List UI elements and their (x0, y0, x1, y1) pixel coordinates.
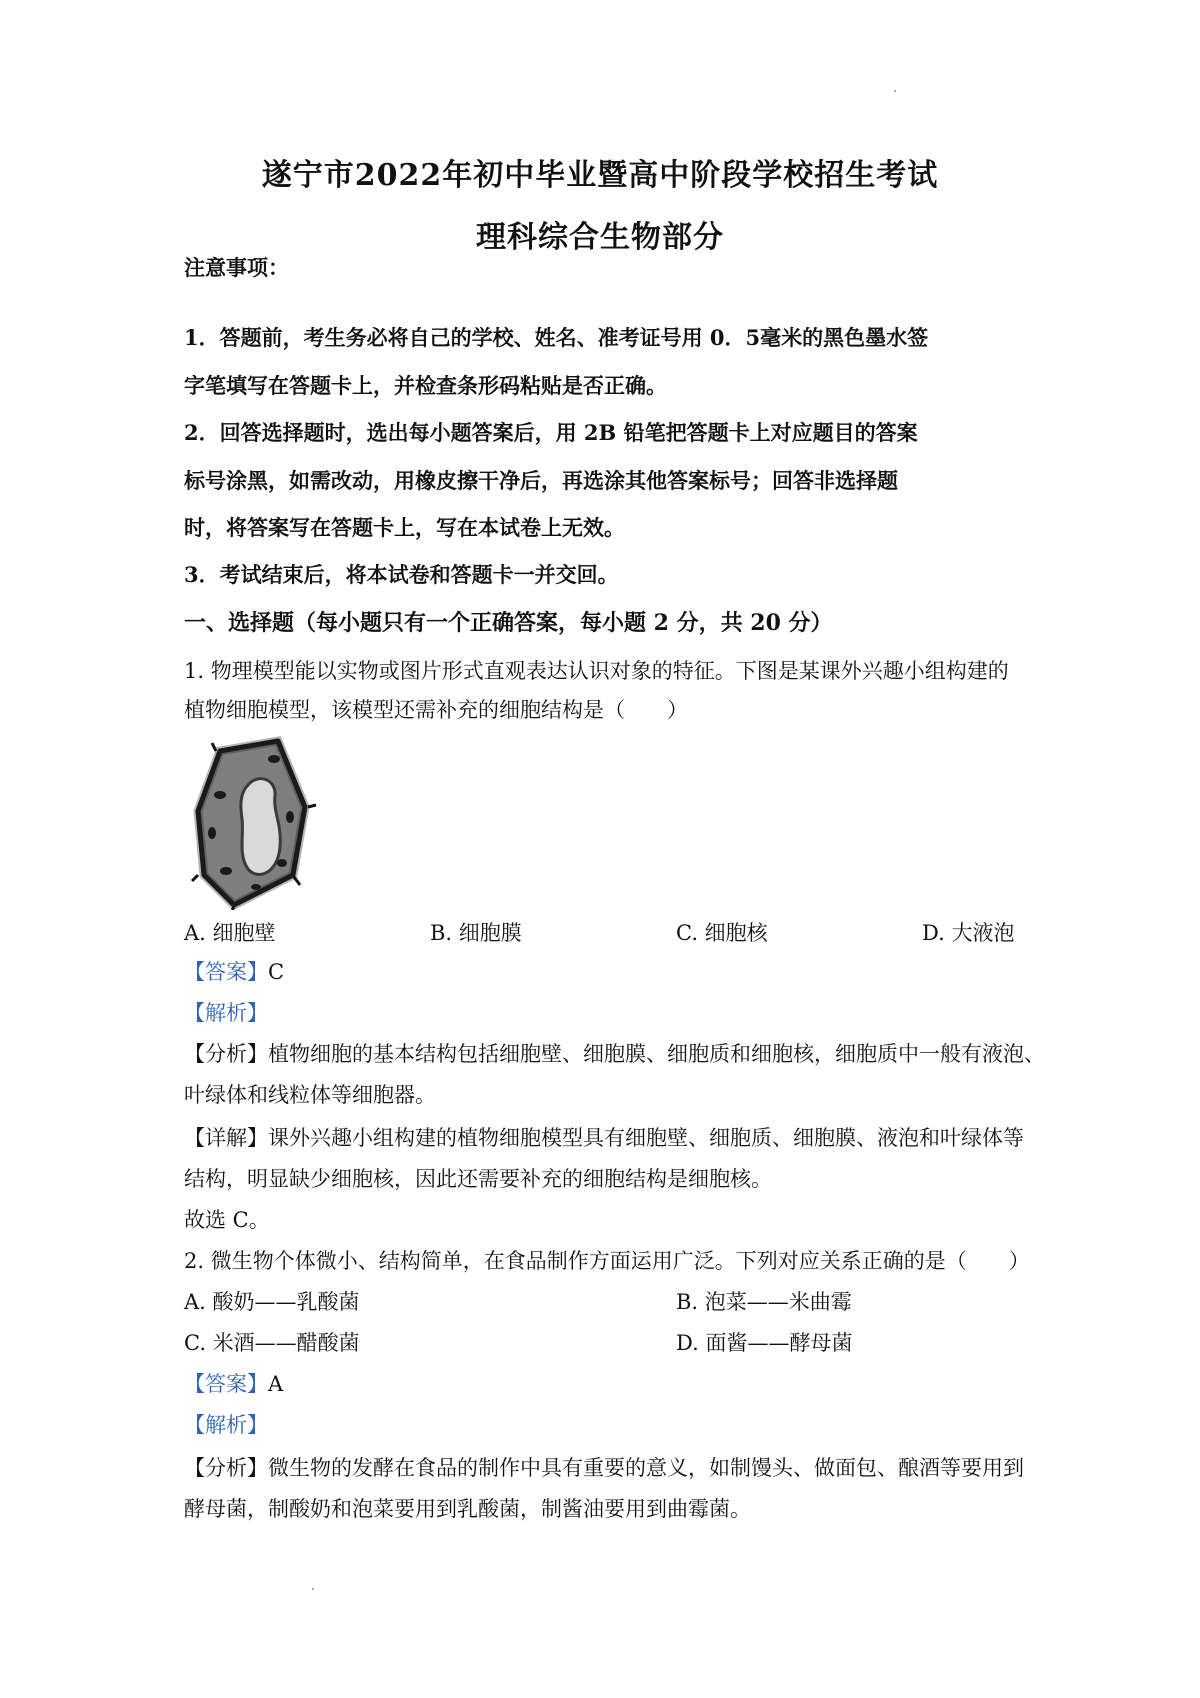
q2-answer-line (184, 1368, 283, 1398)
q2-analysis-tag: 【解析】 (184, 1413, 268, 1437)
q2-option-b: B. 泡菜——米曲霉 (676, 1290, 852, 1314)
exam-subtitle: 理科综合生物部分 (476, 220, 724, 255)
q1-conclusion: 故选 C。 (184, 1208, 270, 1232)
q1-xiangjie-text-1: 课外兴趣小组构建的植物细胞模型具有细胞壁、细胞质、细胞膜、液泡和叶绿体等 (268, 1126, 1024, 1150)
note-2-line-2: 标号涂黑，如需改动，用橡皮擦干净后，再选涂其他答案标号；回答非选择题 (184, 468, 898, 493)
scan-speck-bottom (312, 1588, 314, 1590)
q2-option-a: A. 酸奶——乳酸菌 (184, 1290, 360, 1314)
q1-answer-line (184, 956, 284, 986)
q1-stem-line-1: 1. 物理模型能以实物或图片形式直观表达认识对象的特征。下图是某课外兴趣小组构建的 (184, 659, 1009, 683)
section-1-heading: 一、选择题（每小题只有一个正确答案，每小题 2 分，共 20 分） (184, 610, 833, 636)
q2-fenxi-line-2: 酵母菌，制酸奶和泡菜要用到乳酸菌，制酱油要用到曲霉菌。 (184, 1497, 751, 1521)
q1-answer-tag: 【答案】 (184, 960, 268, 984)
q1-fenxi-line-2: 叶绿体和线粒体等细胞器。 (184, 1083, 436, 1107)
q2-answer-value: A (268, 1372, 284, 1396)
q1-xiangjie-tag: 【详解】 (184, 1126, 268, 1150)
q2-option-d: D. 面酱——酵母菌 (676, 1331, 853, 1355)
q2-fenxi-text-1: 微生物的发酵在食品的制作中具有重要的意义，如制馒头、做面包、酿酒等要用到 (268, 1456, 1024, 1480)
scan-speck (894, 90, 896, 92)
q1-answer-value: C (268, 960, 285, 984)
notes-heading: 注意事项： (184, 255, 289, 280)
exam-title: 遂宁市2022年初中毕业暨高中阶段学校招生考试 (261, 158, 939, 193)
q1-analysis-line (184, 997, 268, 1027)
q1-fenxi-line-1 (184, 1038, 1045, 1068)
q1-analysis-tag: 【解析】 (184, 1001, 268, 1025)
q2-analysis-line (184, 1409, 268, 1439)
q2-answer-tag: 【答案】 (184, 1372, 268, 1396)
q2-fenxi-tag: 【分析】 (184, 1456, 268, 1480)
q2-fenxi-line-1 (184, 1452, 1024, 1482)
note-2-line-1: 2．回答选择题时，选出每小题答案后，用 2B 铅笔把答题卡上对应题目的答案 (184, 420, 918, 445)
q1-option-c: C. 细胞核 (676, 921, 768, 945)
q1-fenxi-tag: 【分析】 (184, 1042, 268, 1066)
q1-option-d: D. 大液泡 (922, 921, 1015, 945)
note-1-line-1: 1．答题前，考生务必将自己的学校、姓名、准考证号用 0．5毫米的黑色墨水签 (184, 325, 929, 350)
q1-fenxi-text-1: 植物细胞的基本结构包括细胞壁、细胞膜、细胞质和细胞核，细胞质中一般有液泡、 (268, 1042, 1045, 1066)
note-1-line-2: 字笔填写在答题卡上，并检查条形码粘贴是否正确。 (184, 373, 667, 398)
q2-option-c: C. 米酒——醋酸菌 (184, 1331, 360, 1355)
q1-xiangjie-line-2: 结构，明显缺少细胞核，因此还需要补充的细胞结构是细胞核。 (184, 1167, 772, 1191)
plant-cell-model-figure (190, 735, 320, 910)
q1-xiangjie-line-1 (184, 1122, 1024, 1152)
q1-option-b: B. 细胞膜 (430, 921, 522, 945)
q2-stem: 2. 微生物个体微小、结构简单，在食品制作方面运用广泛。下列对应关系正确的是（ ） (184, 1249, 1030, 1273)
q1-stem-line-2: 植物细胞模型，该模型还需补充的细胞结构是（ ） (184, 698, 688, 722)
note-2-line-3: 时，将答案写在答题卡上，写在本试卷上无效。 (184, 515, 625, 540)
note-3: 3．考试结束后，将本试卷和答题卡一并交回。 (184, 562, 619, 587)
q1-option-a: A. 细胞壁 (184, 921, 276, 945)
